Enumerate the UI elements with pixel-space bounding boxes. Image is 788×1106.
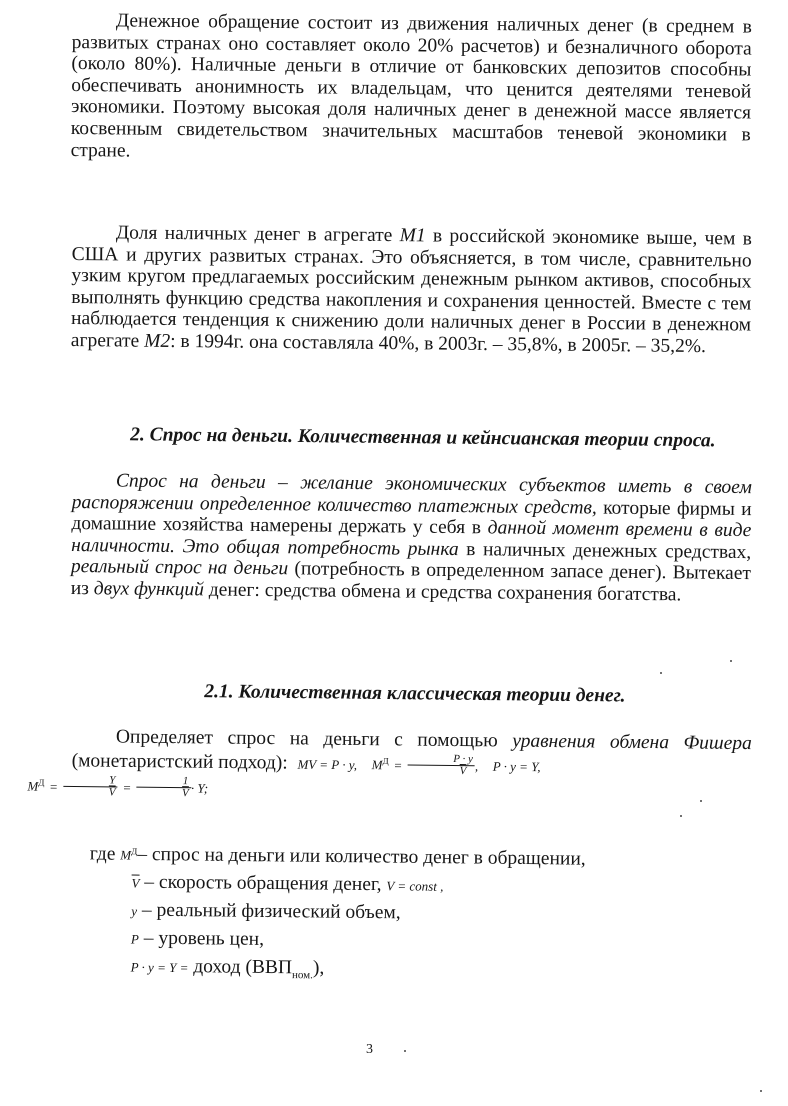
scan-speck bbox=[660, 672, 662, 674]
definition-income: P · y = Y = доход $(ВВП_{ном.})$, bbox=[130, 955, 325, 981]
subsection-heading-quantity-theory: 2.1. Количественная классическая теории денег. bbox=[204, 681, 626, 707]
definition-text: Спрос на деньги – желание экономических субъектов иметь в своем распоряжении определенное количество платежных средств, bbox=[71, 470, 752, 519]
scan-speck bbox=[700, 800, 702, 802]
formula-equals: = bbox=[393, 757, 403, 773]
section-heading-demand: 2. Спрос на деньги. Количественная и кейнсианская теории спроса. bbox=[130, 424, 716, 452]
formula-fraction-1-v: $\frac{1}{V}$ bbox=[136, 776, 191, 800]
formula-mv: MV = P · y, bbox=[297, 756, 358, 772]
definition-velocity: $\overline{V}$ – скорость обращения денег, V = const , bbox=[131, 871, 444, 896]
scan-speck bbox=[730, 660, 732, 662]
paragraph-text: в российской экономике выше, чем в США и других развитых странах. Это объясняется, в том числе, сравнительно узким кругом предлагаемых российским денежным рынком активов, способных выполнять функцию средства накопления и сохранения ценностей. Вместе с тем наблюдается тенденция к снижению доли наличных денег в России в денежном агрегате bbox=[70, 225, 752, 352]
formula-fraction-py-v: $\frac{P \cdot y}{V}$ bbox=[407, 753, 475, 777]
formula-equals: = bbox=[49, 779, 59, 795]
aggregate-m1: M1 bbox=[399, 225, 426, 247]
definition-text: данной момент времени в виде наличности. Это общая потребность рынка bbox=[71, 517, 752, 560]
formula-income: P · y = Y, bbox=[492, 758, 541, 774]
fisher-equation-term: уравнения обмена Фишера bbox=[512, 730, 752, 755]
formula-md-symbol: $M^Д$ bbox=[27, 777, 45, 794]
formula-comma: , bbox=[474, 758, 479, 774]
symbol-v: $\overline{V}$ bbox=[131, 875, 140, 891]
symbol-income: P · y = Y = bbox=[130, 959, 189, 975]
paragraph-text: денег: средства обмена и средства сохранения богатства. bbox=[203, 579, 682, 606]
definition-text: двух функций bbox=[93, 578, 205, 601]
paragraph-text: которые фирмы и домашние хозяйства намерены держать у себя в bbox=[71, 497, 752, 539]
definition-text: реальный спрос на деньги bbox=[70, 556, 289, 580]
symbol-y: y bbox=[131, 903, 138, 919]
paragraph-money-demand bbox=[71, 470, 752, 607]
paragraph-text: : в 1994г. она составляла 40%, в 2003г. – 35,8%, в 2005г. – 35,2%. bbox=[170, 330, 707, 358]
scan-speck bbox=[680, 815, 682, 817]
paragraph-text: Доля наличных денег в агрегате bbox=[115, 222, 400, 247]
paragraph-cash-circulation: Денежное обращение состоит из движения наличных денег (в среднем в развитых странах оно составляет около 20% расчетов) и безналичного оборота (около 80%). Наличные деньги в отличие от банковских депозитов способны обеспечивать анонимность их владельцам, что ценится деятелями теневой экономики. Поэтому высокая доля наличных денег в денежной массе является косвенным свидетельством значительных масштабов теневой экономики в стране. bbox=[70, 10, 752, 162]
paragraph-text: в наличных денежных средствах, bbox=[458, 538, 752, 563]
definition-price-level: P – уровень цен, bbox=[130, 927, 265, 950]
paragraph-text: (потребность в определенном запасе денег). Вытекает из bbox=[70, 558, 752, 600]
scan-speck bbox=[760, 1090, 762, 1092]
paragraph-fisher-equation bbox=[27, 726, 752, 805]
symbol-p: P bbox=[130, 931, 139, 947]
formula-md-symbol: $M^Д$ bbox=[371, 755, 389, 773]
formula-v-const: V = const , bbox=[386, 878, 444, 894]
definition-real-volume: y – реальный физический объем, bbox=[131, 899, 401, 924]
definition-md: где $M^Д-$ спрос на деньги или количество денег в обращении, bbox=[89, 843, 586, 870]
symbol-md: $M^Д$ bbox=[120, 846, 138, 863]
paragraph-cash-share bbox=[71, 222, 752, 358]
aggregate-m2: M2 bbox=[144, 330, 171, 352]
formula-times-y: · Y; bbox=[190, 780, 209, 796]
paragraph-text: (монетаристский подход): bbox=[71, 749, 288, 774]
variable-definitions bbox=[78, 838, 700, 993]
page-number: 3 bbox=[366, 1042, 373, 1057]
scan-speck bbox=[404, 1050, 406, 1052]
formula-equals: = bbox=[122, 779, 132, 795]
paragraph-text: Определяет спрос на деньги с помощью bbox=[115, 726, 513, 752]
formula-fraction-y-v: $\frac{Y}{V}$ bbox=[63, 775, 118, 799]
